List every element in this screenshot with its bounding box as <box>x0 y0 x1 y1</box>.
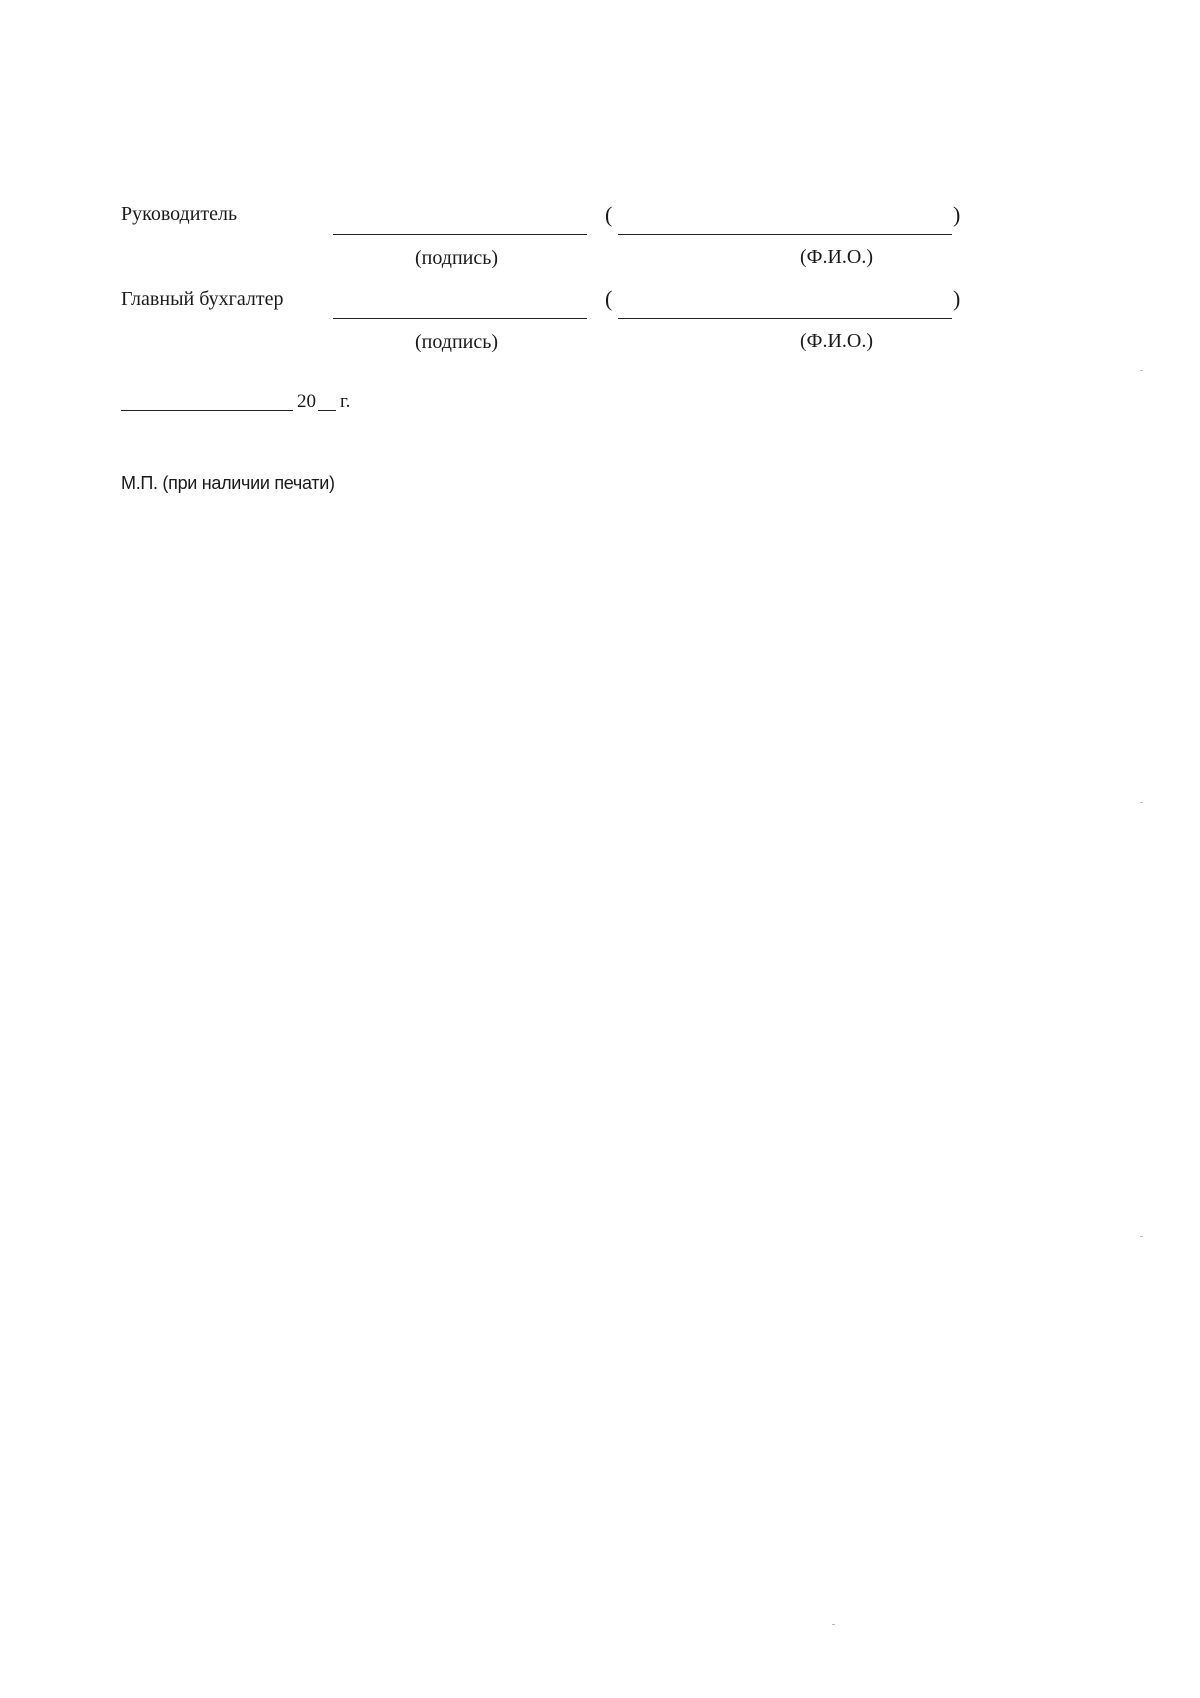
director-signature-caption: (подпись) <box>415 247 499 269</box>
chief-accountant-label: Главный бухгалтер <box>121 288 284 310</box>
scan-speck <box>1140 1236 1143 1237</box>
director-name-line[interactable] <box>618 234 952 235</box>
chief-accountant-signature-line[interactable] <box>333 318 587 319</box>
director-close-paren: ) <box>953 202 961 227</box>
chief-accountant-signature-caption: (подпись) <box>415 331 499 353</box>
date-day-month-line[interactable] <box>121 410 293 411</box>
chief-accountant-open-paren: ( <box>605 286 613 311</box>
scan-speck <box>1140 802 1143 803</box>
date-year-line[interactable] <box>318 410 336 411</box>
chief-accountant-name-line[interactable] <box>618 318 952 319</box>
director-open-paren: ( <box>605 202 613 227</box>
date-year-suffix: г. <box>340 391 351 412</box>
scan-speck <box>832 1624 835 1625</box>
director-label: Руководитель <box>121 203 238 225</box>
chief-accountant-close-paren: ) <box>953 286 961 311</box>
date-year-prefix: 20 <box>297 391 316 412</box>
stamp-note: М.П. (при наличии печати) <box>121 473 335 493</box>
director-name-caption: (Ф.И.О.) <box>800 246 874 268</box>
chief-accountant-name-caption: (Ф.И.О.) <box>800 330 874 352</box>
director-signature-line[interactable] <box>333 234 587 235</box>
scan-speck <box>1140 370 1143 371</box>
